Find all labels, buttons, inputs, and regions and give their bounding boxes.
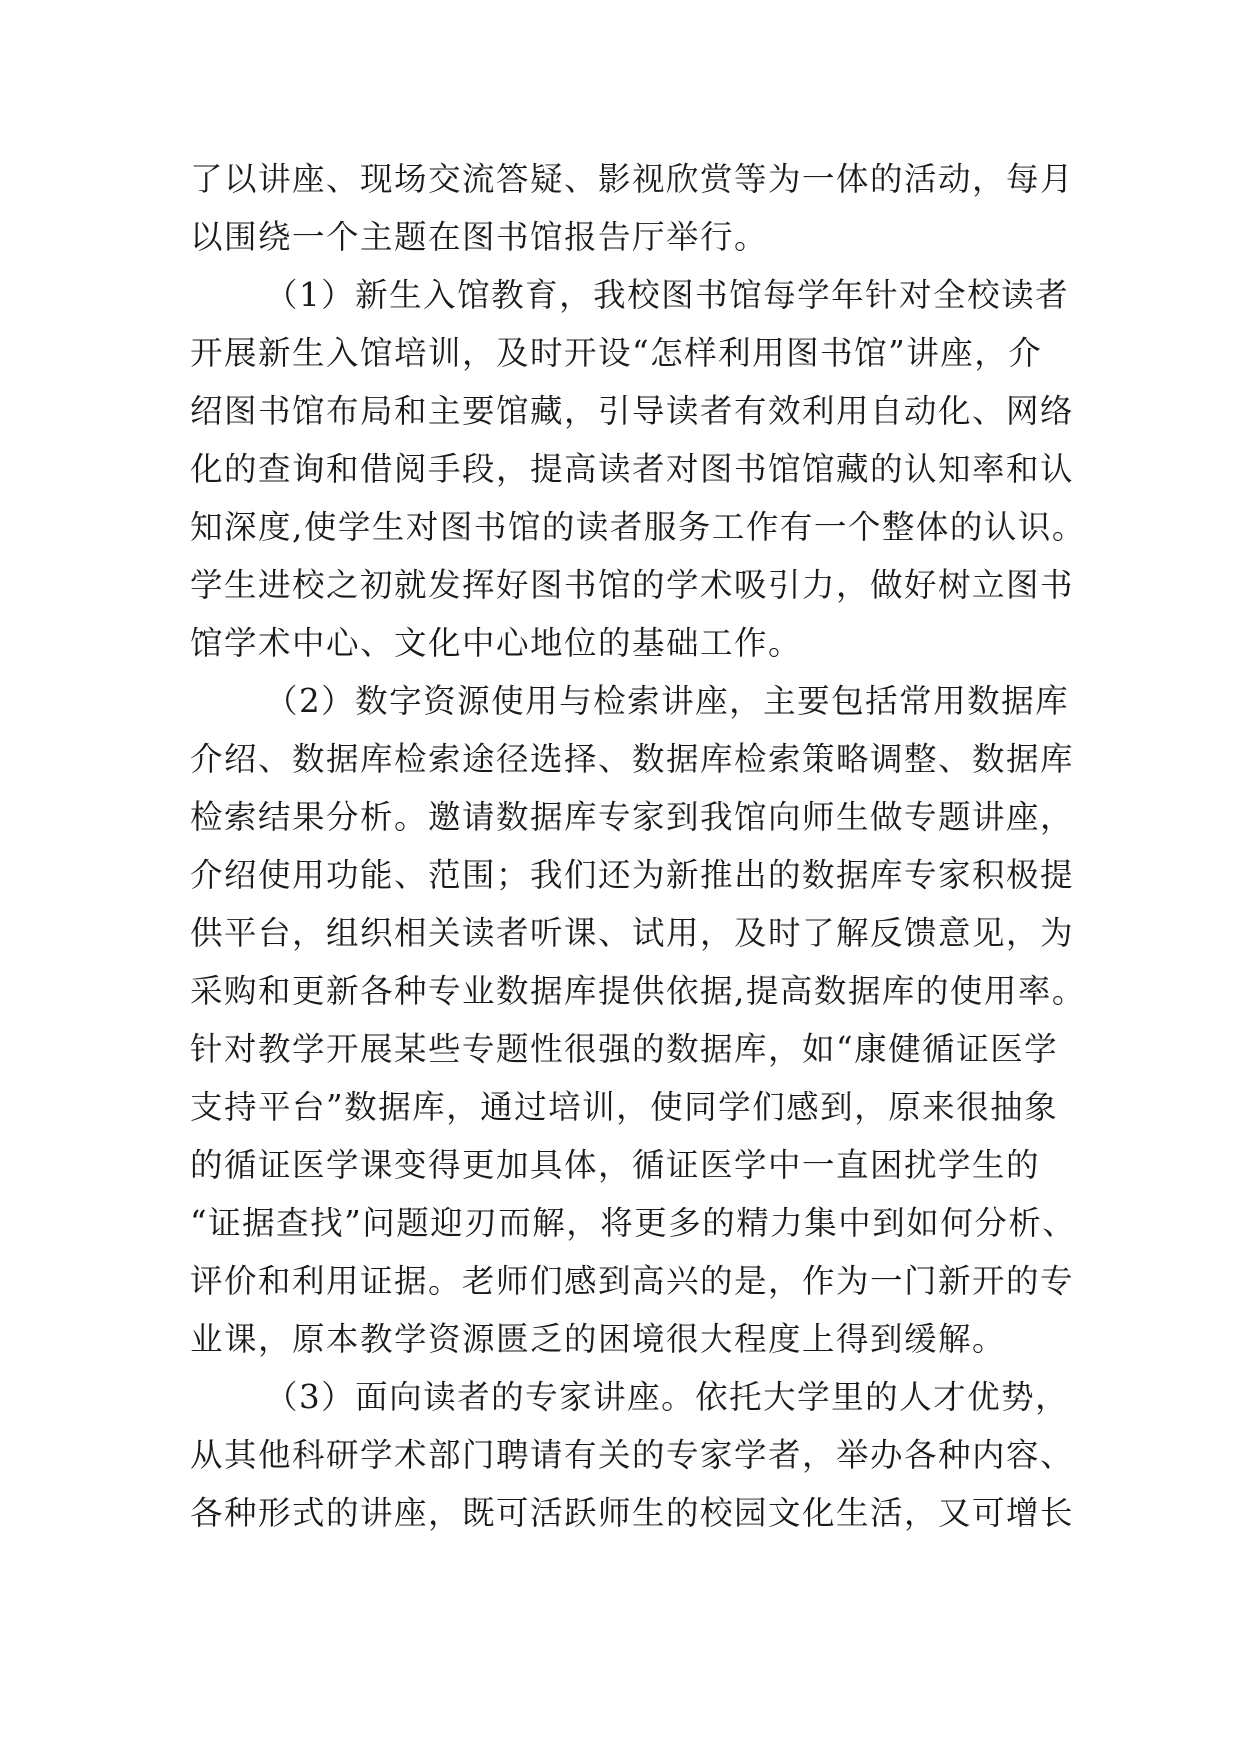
text-line: 知深度,使学生对图书馆的读者服务工作有一个整体的认识。 — [190, 508, 1086, 546]
text-line: 业课，原本教学资源匮乏的困境很大程度上得到缓解。 — [190, 1320, 1007, 1358]
text-line: 各种形式的讲座，既可活跃师生的校园文化生活，又可增长 — [190, 1494, 1075, 1532]
text-line: 学生进校之初就发挥好图书馆的学术吸引力，做好树立图书 — [190, 566, 1075, 604]
text-line: 采购和更新各种专业数据库提供依据,提高数据库的使用率。 — [190, 972, 1086, 1010]
text-line: 支持平台”数据库，通过培训，使同学们感到，原来很抽象 — [190, 1088, 1059, 1126]
paragraph-first-line: （3）面向读者的专家讲座。依托大学里的人才优势， — [265, 1378, 1070, 1416]
text-line: 检索结果分析。邀请数据库专家到我馆向师生做专题讲座， — [190, 798, 1075, 836]
paragraph-first-line: （1）新生入馆教育，我校图书馆每学年针对全校读者 — [265, 276, 1070, 314]
text-line: 介绍、数据库检索途径选择、数据库检索策略调整、数据库 — [190, 740, 1075, 778]
text-line: “证据查找”问题迎刃而解，将更多的精力集中到如何分析、 — [190, 1204, 1077, 1242]
text-line: 开展新生入馆培训，及时开设“怎样利用图书馆”讲座，介 — [190, 334, 1043, 372]
text-line: 馆学术中心、文化中心地位的基础工作。 — [190, 624, 803, 662]
text-line: 评价和利用证据。老师们感到高兴的是，作为一门新开的专 — [190, 1262, 1075, 1300]
text-line: 从其他科研学术部门聘请有关的专家学者，举办各种内容、 — [190, 1436, 1075, 1474]
text-line: 了以讲座、现场交流答疑、影视欣赏等为一体的活动，每月 — [190, 160, 1075, 198]
text-line: 的循证医学课变得更加具体，循证医学中一直困扰学生的 — [190, 1146, 1041, 1184]
paragraph-first-line: （2）数字资源使用与检索讲座，主要包括常用数据库 — [265, 682, 1070, 720]
text-line: 以围绕一个主题在图书馆报告厅举行。 — [190, 218, 769, 256]
text-line: 介绍使用功能、范围；我们还为新推出的数据库专家积极提 — [190, 856, 1075, 894]
text-line: 针对教学开展某些专题性很强的数据库，如“康健循证医学 — [190, 1030, 1059, 1068]
text-line: 化的查询和借阅手段，提高读者对图书馆馆藏的认知率和认 — [190, 450, 1075, 488]
text-line: 绍图书馆布局和主要馆藏，引导读者有效利用自动化、网络 — [190, 392, 1075, 430]
text-line: 供平台，组织相关读者听课、试用，及时了解反馈意见，为 — [190, 914, 1075, 952]
